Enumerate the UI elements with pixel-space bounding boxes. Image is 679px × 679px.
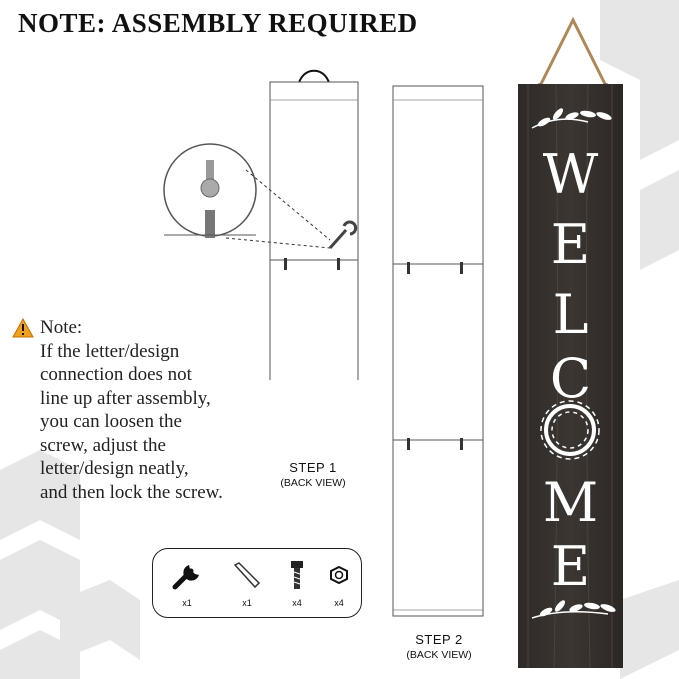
note-line: line up after assembly, <box>40 387 211 409</box>
hex-key-icon <box>229 559 265 591</box>
page-title: NOTE: ASSEMBLY REQUIRED <box>18 8 418 38</box>
sign-letter-e2: E <box>550 535 591 598</box>
tool-qty: x1 <box>242 598 252 608</box>
included-tools-box <box>152 548 362 618</box>
nut-icon <box>321 559 357 591</box>
step1-label <box>258 460 368 489</box>
sign-letter-o <box>518 402 623 456</box>
note-heading: Note: <box>40 317 83 338</box>
sign-letter-l: L <box>552 283 589 346</box>
sign-hanger-rope <box>518 0 628 90</box>
note-line: connection does not <box>40 364 192 385</box>
welcome-sign <box>518 84 623 668</box>
tool-qty: x4 <box>334 598 344 608</box>
sign-letter-e: E <box>550 213 591 276</box>
bolt-icon <box>279 559 315 591</box>
note-text <box>12 340 274 505</box>
step2-subtitle: (BACK VIEW) <box>406 649 472 661</box>
note-line: screw, adjust the <box>40 434 166 456</box>
sign-letter-m: M <box>542 471 599 534</box>
step2-diagram <box>385 80 495 640</box>
note-line: and then lock the screw. <box>40 481 223 503</box>
warning-icon <box>12 318 34 338</box>
note-line: you can loosen the <box>40 411 182 432</box>
step2-label <box>384 632 494 661</box>
assembly-note <box>12 316 274 504</box>
step1-subtitle: (BACK VIEW) <box>280 477 346 489</box>
tool-hex-key <box>227 559 267 608</box>
note-heading-row <box>12 316 274 340</box>
tool-wrench <box>167 559 207 608</box>
sign-letter-c: C <box>549 347 592 410</box>
sign-letter-w: W <box>542 143 599 206</box>
step1-title: STEP 1 <box>289 460 337 475</box>
step2-title: STEP 2 <box>415 632 463 647</box>
note-line: letter/design neatly, <box>40 458 189 479</box>
wrench-icon <box>169 559 205 591</box>
note-line: If the letter/design <box>40 340 180 362</box>
tool-bolt <box>277 559 317 608</box>
tool-qty: x1 <box>182 598 192 608</box>
tool-qty: x4 <box>292 598 302 608</box>
tool-nut <box>319 559 359 608</box>
